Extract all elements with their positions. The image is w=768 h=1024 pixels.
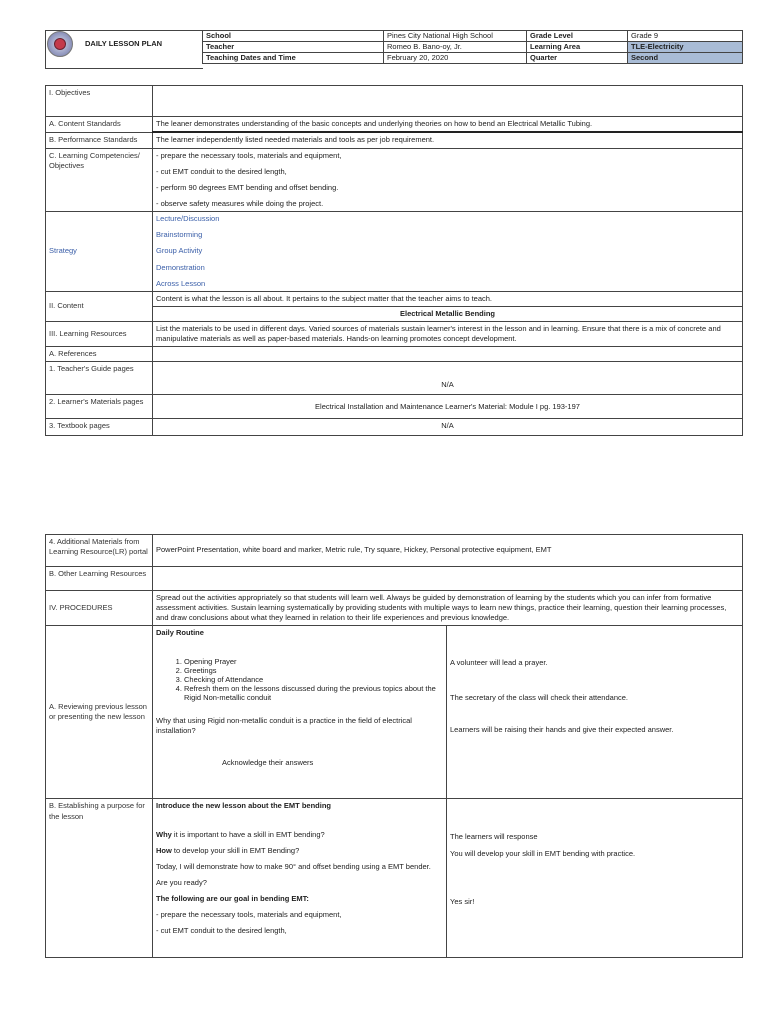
strategy-row <box>46 212 743 292</box>
learners-materials-label: 2. Learner's Materials pages <box>46 395 153 419</box>
demo-text: Today, I will demonstrate how to make 90° and offset bending using a EMT bender. <box>156 861 431 871</box>
response-skill: You will develop your skill in EMT bending with practice. <box>450 848 636 858</box>
header-value: Romeo B. Bano-oy, Jr. <box>384 42 527 53</box>
response-hands: Learners will be raising their hands and give their expected answer. <box>450 724 674 734</box>
header-value: Pines City National High School <box>384 31 527 42</box>
strategy-label: Strategy <box>46 212 153 292</box>
other-resources-cell <box>153 567 743 591</box>
goal-title: The following are our goal in bending EMT: <box>156 894 309 903</box>
response-yes: Yes sir! <box>450 896 475 906</box>
intro-text: Introduce the new lesson about the EMT bending <box>156 801 332 811</box>
lesson-table-1 <box>45 85 743 436</box>
response-learners: The learners will response <box>450 832 538 842</box>
textbook-value: N/A <box>153 419 743 436</box>
question-how <box>156 846 443 856</box>
content-standards-text: The leaner demonstrates understanding of the basic concepts and underlying theories on how to bend an Electrical Metallic Tubing. <box>153 117 743 133</box>
strategy-list <box>153 212 743 292</box>
learners-materials-row <box>46 395 743 419</box>
resources-desc: List the materials to be used in different days. Varied sources of materials sustain learner's interest in the lesson and in learning. Ensure that there is a mix of concrete and manipulative materials as well as paper-based materials. Hands-on learning promotes concept development. <box>153 322 743 347</box>
header-row <box>203 42 743 53</box>
goal-item: - prepare the necessary tools, materials and equipment, <box>156 910 342 920</box>
strategy-item: Brainstorming <box>156 230 203 240</box>
competency-item: - cut EMT conduit to the desired length, <box>156 166 287 176</box>
header-label: School <box>203 31 384 42</box>
references-label: A. References <box>46 347 153 362</box>
competencies-list <box>153 148 743 212</box>
competencies-row <box>46 148 743 212</box>
content-topic: Electrical Metallic Bending <box>153 306 743 321</box>
header-row <box>203 53 743 64</box>
review-learner-cell <box>447 626 743 799</box>
additional-row <box>46 535 743 567</box>
review-teacher-cell <box>153 626 447 799</box>
goal-item: - cut EMT conduit to the desired length, <box>156 926 287 936</box>
document-title: DAILY LESSON PLAN <box>85 39 163 48</box>
routine-title: Daily Routine <box>156 628 204 638</box>
performance-text: The learner independently listed needed materials and tools as per job requirement. <box>153 132 743 148</box>
header-value: February 20, 2020 <box>384 53 527 64</box>
response-attendance: The secretary of the class will check their attendance. <box>450 692 629 702</box>
teachers-guide-value: N/A <box>153 362 743 395</box>
textbook-label: 3. Textbook pages <box>46 419 153 436</box>
strategy-item: Group Activity <box>156 246 203 256</box>
strategy-item: Across Lesson <box>156 278 206 288</box>
header-table <box>202 30 743 64</box>
teachers-guide-row <box>46 362 743 395</box>
header-frame <box>45 30 203 69</box>
routine-item: 2. Greetings <box>184 666 443 675</box>
question-how-bold: How <box>156 845 172 855</box>
review-row <box>46 626 743 799</box>
question-why-rest: it is important to have a skill in EMT bending? <box>171 829 325 839</box>
procedures-label: IV. PROCEDURES <box>46 591 153 626</box>
strategy-item: Lecture/Discussion <box>156 214 220 224</box>
objectives-cell <box>153 86 743 117</box>
references-row <box>46 347 743 362</box>
learners-materials-value: Electrical Installation and Maintenance Learner's Material: Module I pg. 193-197 <box>153 395 743 419</box>
header-row <box>203 31 743 42</box>
header-label2: Quarter <box>527 53 628 64</box>
content-desc: Content is what the lesson is all about. It pertains to the subject matter that the teacher aims to teach. <box>153 291 743 306</box>
question-why <box>156 830 443 840</box>
strategy-item: Demonstration <box>156 262 205 272</box>
question-why-bold: Why <box>156 829 172 839</box>
performance-row <box>46 132 743 148</box>
routine-item: 4. Refresh them on the lessons discussed during the previous topics about the Rigid Non-metallic conduit <box>184 684 443 702</box>
competency-item: - prepare the necessary tools, materials and equipment, <box>156 150 342 160</box>
routine-item: 3. Checking of Attendance <box>184 675 443 684</box>
lesson-table-2 <box>45 534 743 958</box>
competency-item: - perform 90 degrees EMT bending and offset bending. <box>156 182 339 192</box>
header-value2: Grade 9 <box>628 31 743 42</box>
resources-label: III. Learning Resources <box>46 322 153 347</box>
additional-text: PowerPoint Presentation, white board and marker, Metric rule, Try square, Hickey, Personal protective equipment, EMT <box>153 535 743 567</box>
procedures-text: Spread out the activities appropriately so that students will learn well. Always be guided by demonstration of learning by the students which you can infer from formative assessment activities. Sustain learning systematically by providing students with multiple ways to learn new things, practice their learning, question their learning processes, and draw conclusions about what they learned in relation to their life experiences and previous knowledge. <box>153 591 743 626</box>
purpose-teacher-cell <box>153 799 447 958</box>
competency-item: - observe safety measures while doing the project. <box>156 199 324 208</box>
content-standards-row <box>46 117 743 133</box>
why-rigid-question: Why that using Rigid non-metallic conduit is a practice in the field of electrical installation? <box>156 715 412 735</box>
header-label: Teacher <box>203 42 384 53</box>
content-standards-label: A. Content Standards <box>46 117 153 133</box>
question-how-rest: to develop your skill in EMT Bending? <box>171 845 300 855</box>
header-label: Teaching Dates and Time <box>203 53 384 64</box>
other-resources-row <box>46 567 743 591</box>
references-cell <box>153 347 743 362</box>
purpose-learner-cell <box>447 799 743 958</box>
teachers-guide-label: 1. Teacher's Guide pages <box>46 362 153 395</box>
procedures-row <box>46 591 743 626</box>
objectives-row <box>46 86 743 117</box>
objectives-label: I. Objectives <box>46 86 153 117</box>
routine-list <box>156 657 443 702</box>
header-label2: Grade Level <box>527 31 628 42</box>
response-prayer: A volunteer will lead a prayer. <box>450 658 548 668</box>
header-label2: Learning Area <box>527 42 628 53</box>
ready-text: Are you ready? <box>156 877 207 887</box>
additional-label: 4. Additional Materials from Learning Resource(LR) portal <box>46 535 153 567</box>
header-value2: Second <box>628 53 743 64</box>
acknowledge-text: Acknowledge their answers <box>222 757 314 767</box>
header-value2: TLE-Electricity <box>628 42 743 53</box>
textbook-row <box>46 419 743 436</box>
resources-row <box>46 322 743 347</box>
performance-label: B. Performance Standards <box>46 132 153 148</box>
competencies-label: C. Learning Competencies/ Objectives <box>46 148 153 212</box>
purpose-label: B. Establishing a purpose for the lesson <box>46 799 153 958</box>
other-resources-label: B. Other Learning Resources <box>46 567 153 591</box>
review-label: A. Reviewing previous lesson or presenting the new lesson <box>46 626 153 799</box>
routine-item: 1. Opening Prayer <box>184 657 443 666</box>
purpose-row <box>46 799 743 958</box>
content-label: II. Content <box>46 291 153 321</box>
content-row <box>46 291 743 306</box>
